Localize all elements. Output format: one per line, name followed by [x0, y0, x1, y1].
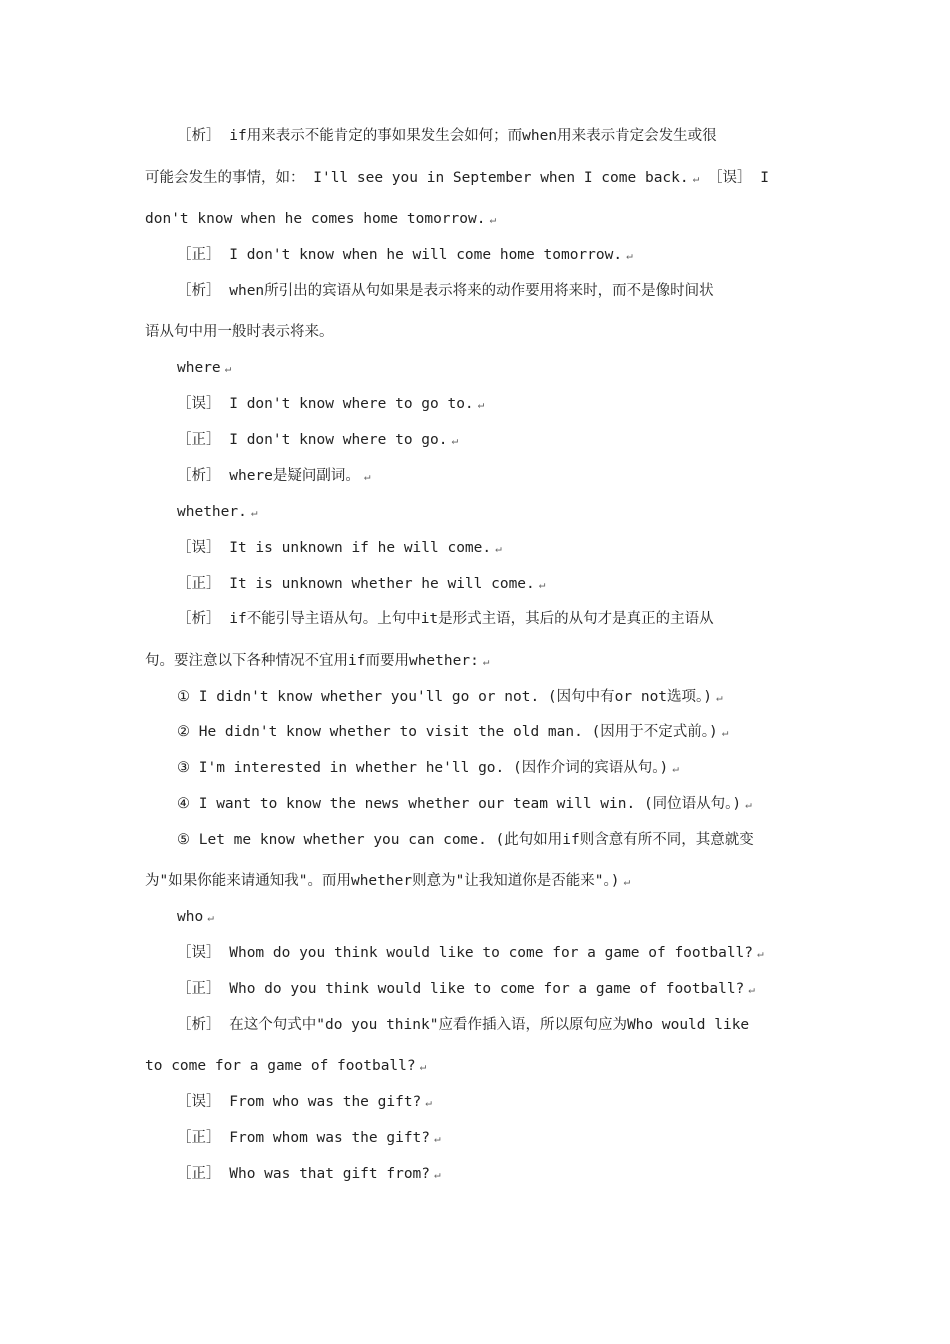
paragraph-mark-icon: ↵ [451, 434, 459, 447]
text-line: ［析］ when所引出的宾语从句如果是表示将来的动作要用将来时，而不是像时间状 [177, 283, 714, 299]
text-line: ［析］ if不能引导主语从句。上句中it是形式主语，其后的从句才是真正的主语从 [177, 611, 714, 627]
list-item: ② He didn't know whether to visit the old man. (因用于不定式前。) ↵ [177, 724, 729, 740]
text-line: to come for a game of football? ↵ [145, 1058, 427, 1074]
paragraph-mark-icon: ↵ [672, 762, 679, 775]
section-heading: whether. ↵ [177, 504, 258, 520]
text-line: ［正］ I don't know where to go. ↵ [177, 432, 459, 448]
paragraph-mark-icon: ↵ [477, 398, 485, 411]
list-item: ③ I'm interested in whether he'll go. (因作介词的宾语从句。) ↵ [177, 760, 679, 776]
paragraph-mark-icon: ↵ [716, 691, 723, 704]
text-line: ［正］ It is unknown whether he will come. ↵ [177, 576, 546, 592]
paragraph-mark-icon: ↵ [626, 249, 633, 262]
text-line: ［析］ 在这个句式中"do you think"应看作插入语，所以原句应为Who would like [177, 1017, 750, 1033]
text-line: 为"如果你能来请通知我"。而用whether则意为"让我知道你是否能来"。) ↵ [145, 873, 631, 889]
text-line: 语从句中用一般时表示将来。 [145, 324, 334, 340]
text-line: ［正］ From whom was the gift? ↵ [177, 1130, 441, 1146]
paragraph-mark-icon: ↵ [482, 655, 490, 668]
text-line: don't know when he comes home tomorrow. ↵ [145, 211, 497, 227]
paragraph-mark-icon: ↵ [495, 542, 502, 555]
paragraph-mark-icon: ↵ [721, 726, 729, 739]
text-line: ［析］ if用来表示不能肯定的事如果发生会如何；而when用来表示肯定会发生或很 [177, 128, 717, 144]
paragraph-mark-icon: ↵ [489, 213, 497, 226]
section-heading: where ↵ [177, 360, 232, 376]
section-heading: who ↵ [177, 909, 214, 925]
paragraph-mark-icon: ↵ [207, 911, 214, 924]
text-line: ［误］ From who was the gift? ↵ [177, 1094, 432, 1110]
text-line: ［误］ It is unknown if he will come. ↵ [177, 540, 502, 556]
paragraph-mark-icon: ↵ [745, 798, 752, 811]
text-line: ［析］ where是疑问副词。 ↵ [177, 468, 371, 484]
paragraph-mark-icon: ↵ [748, 983, 755, 996]
paragraph-mark-icon: ↵ [363, 470, 371, 483]
paragraph-mark-icon: ↵ [692, 172, 700, 185]
text-line: ［误］ Whom do you think would like to come for a game of football? ↵ [177, 945, 764, 961]
paragraph-mark-icon: ↵ [419, 1060, 427, 1073]
text-line: ［误］ I don't know where to go to. ↵ [177, 396, 485, 412]
paragraph-mark-icon: ↵ [434, 1168, 441, 1181]
paragraph-mark-icon: ↵ [434, 1132, 441, 1145]
text-line: 可能会发生的事情，如： I'll see you in September when I come back. ↵ ［误］ I [145, 170, 769, 186]
paragraph-mark-icon: ↵ [623, 875, 631, 888]
paragraph-mark-icon: ↵ [425, 1096, 432, 1109]
text-line: 句。要注意以下各种情况不宜用if而要用whether: ↵ [145, 653, 490, 669]
paragraph-mark-icon: ↵ [224, 362, 232, 375]
paragraph-mark-icon: ↵ [757, 947, 764, 960]
paragraph-mark-icon: ↵ [250, 506, 258, 519]
text-line: ［正］ I don't know when he will come home tomorrow. ↵ [177, 247, 633, 263]
list-item: ⑤ Let me know whether you can come. (此句如用if则含意有所不同，其意就变 [177, 832, 754, 848]
text-line: ［正］ Who was that gift from? ↵ [177, 1166, 441, 1182]
list-item: ① I didn't know whether you'll go or not. (因句中有or not选项。) ↵ [177, 689, 723, 705]
list-item: ④ I want to know the news whether our team will win. (同位语从句。) ↵ [177, 796, 752, 812]
paragraph-mark-icon: ↵ [538, 578, 546, 591]
text-line: ［正］ Who do you think would like to come for a game of football? ↵ [177, 981, 755, 997]
